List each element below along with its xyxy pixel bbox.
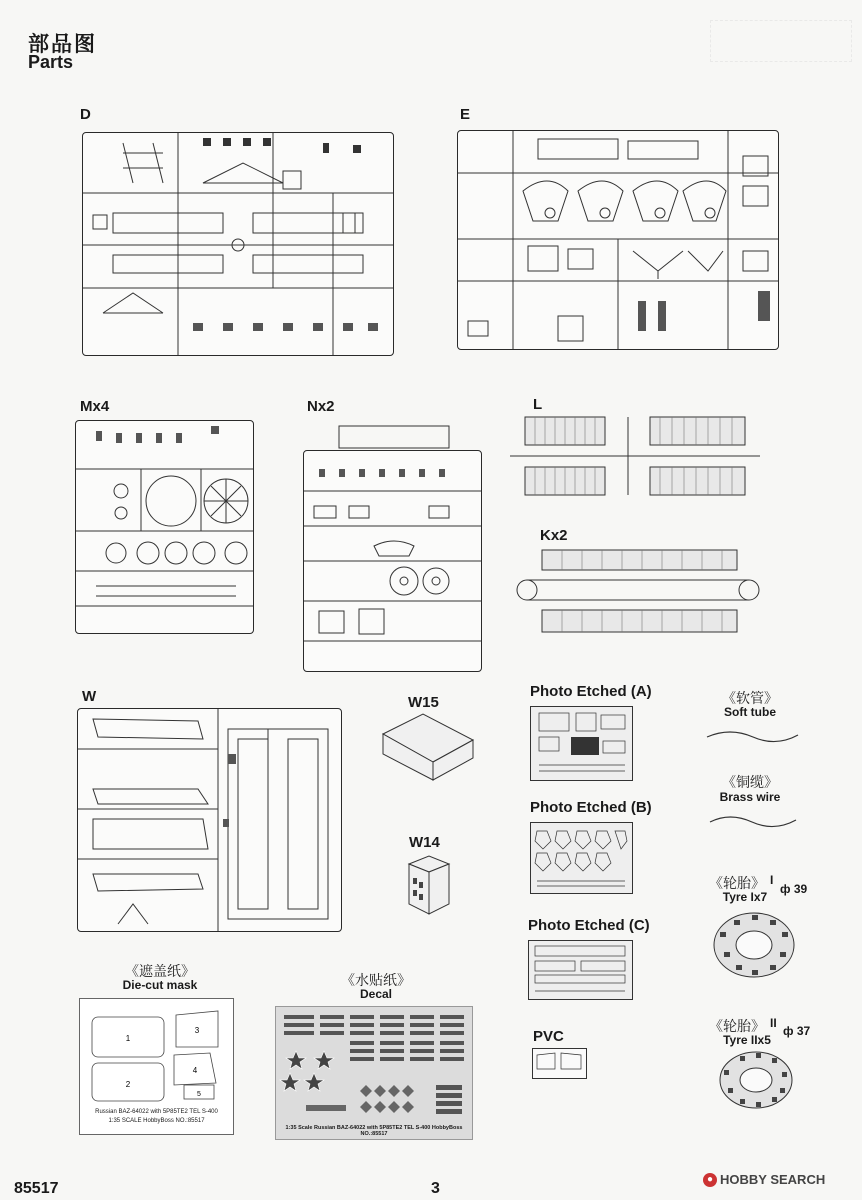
sprue-w-drawing bbox=[78, 709, 341, 931]
mask-cn: 《遮盖纸》 bbox=[125, 963, 195, 979]
decal-en: Decal bbox=[359, 987, 393, 1001]
sprue-w bbox=[77, 708, 342, 932]
pe-b-label: Photo Etched (B) bbox=[530, 799, 652, 816]
sprue-m bbox=[75, 420, 254, 634]
tyre2-drawing bbox=[718, 1050, 794, 1110]
sprue-w-label: W bbox=[82, 688, 97, 705]
tyre1-drawing bbox=[712, 910, 796, 980]
sprue-l bbox=[510, 412, 760, 502]
page-title-cn: 部品图 bbox=[28, 33, 97, 56]
sprue-e-label: E bbox=[460, 106, 471, 123]
sprue-e-drawing bbox=[458, 131, 778, 349]
w15-part bbox=[378, 712, 478, 782]
faded-background-text bbox=[710, 20, 852, 62]
photo-etched-c bbox=[528, 940, 633, 1000]
decal-cn: 《水贴纸》 bbox=[341, 972, 411, 988]
tyre2-diameter: ф 37 bbox=[783, 1024, 811, 1038]
sprue-k-label: Kx2 bbox=[540, 527, 568, 544]
watermark bbox=[703, 1172, 825, 1187]
mask-num-1: 1 bbox=[125, 1034, 131, 1043]
sprue-l-label: L bbox=[533, 396, 543, 413]
sprue-m-label: Mx4 bbox=[80, 398, 110, 415]
sprue-e bbox=[457, 130, 779, 350]
pe-c-drawing bbox=[529, 941, 632, 999]
tyre1-mark: I bbox=[770, 873, 774, 887]
sprue-d bbox=[82, 132, 394, 356]
kit-number: 85517 bbox=[14, 1180, 59, 1197]
tyre1-diameter: ф 39 bbox=[780, 882, 808, 896]
mask-num-2: 2 bbox=[125, 1080, 131, 1089]
sprue-m-drawing bbox=[76, 421, 253, 633]
watermark-text: HOBBY SEARCH bbox=[720, 1172, 826, 1187]
soft-tube-en: Soft tube bbox=[724, 705, 776, 719]
pvc-label: PVC bbox=[533, 1028, 564, 1045]
mask-caption-1: Russian BAZ-64022 with 5P85TE2 TEL S-400 bbox=[95, 1109, 218, 1115]
sprue-d-drawing bbox=[83, 133, 393, 355]
soft-tube-drawing bbox=[705, 725, 800, 750]
pe-b-drawing bbox=[531, 823, 632, 893]
hobby-search-logo-icon: ● bbox=[703, 1173, 717, 1187]
mask-num-4: 4 bbox=[192, 1066, 198, 1075]
tyre2-en: Tyre IIx5 bbox=[723, 1033, 771, 1047]
page-title-en: Parts bbox=[28, 52, 74, 72]
w14-label: W14 bbox=[409, 834, 440, 851]
page-number: 3 bbox=[431, 1180, 440, 1197]
brass-wire-cn: 《铜缆》 bbox=[722, 774, 778, 790]
decal-caption: 1:35 Scale Russian BAZ-64022 with 5P85TE2 TEL S-400 HobbyBoss NO.:85517 bbox=[285, 1125, 463, 1137]
mask-num-5: 5 bbox=[197, 1091, 201, 1098]
tyre2-cn: 《轮胎》 bbox=[709, 1018, 765, 1034]
pvc-sheet bbox=[532, 1048, 587, 1079]
decal-drawing bbox=[276, 1007, 472, 1125]
pe-a-label: Photo Etched (A) bbox=[530, 683, 652, 700]
w15-label: W15 bbox=[408, 694, 439, 711]
sprue-n-drawing bbox=[304, 451, 481, 671]
decal-sheet bbox=[275, 1006, 473, 1140]
mask-en: Die-cut mask bbox=[122, 978, 198, 992]
mask-drawing bbox=[80, 999, 233, 1099]
w14-part bbox=[404, 854, 454, 916]
tyre1-cn: 《轮胎》 bbox=[709, 875, 765, 891]
photo-etched-a bbox=[530, 706, 633, 781]
pe-a-drawing bbox=[531, 707, 632, 780]
sprue-n-label: Nx2 bbox=[307, 398, 335, 415]
soft-tube-cn: 《软管》 bbox=[722, 690, 778, 706]
sprue-n bbox=[303, 450, 482, 672]
mask-num-3: 3 bbox=[194, 1026, 200, 1035]
photo-etched-b bbox=[530, 822, 633, 894]
brass-wire-drawing bbox=[708, 808, 798, 833]
pe-c-label: Photo Etched (C) bbox=[528, 917, 650, 934]
mask-caption-2: 1:35 SCALE HobbyBoss NO.:85517 bbox=[108, 1118, 205, 1124]
sprue-d-label: D bbox=[80, 106, 91, 123]
sprue-k bbox=[512, 548, 762, 636]
tyre2-mark: II bbox=[770, 1016, 777, 1030]
die-cut-mask-sheet bbox=[79, 998, 234, 1135]
tyre1-en: Tyre Ix7 bbox=[722, 890, 768, 904]
brass-wire-en: Brass wire bbox=[719, 790, 781, 804]
pvc-drawing bbox=[533, 1049, 586, 1078]
